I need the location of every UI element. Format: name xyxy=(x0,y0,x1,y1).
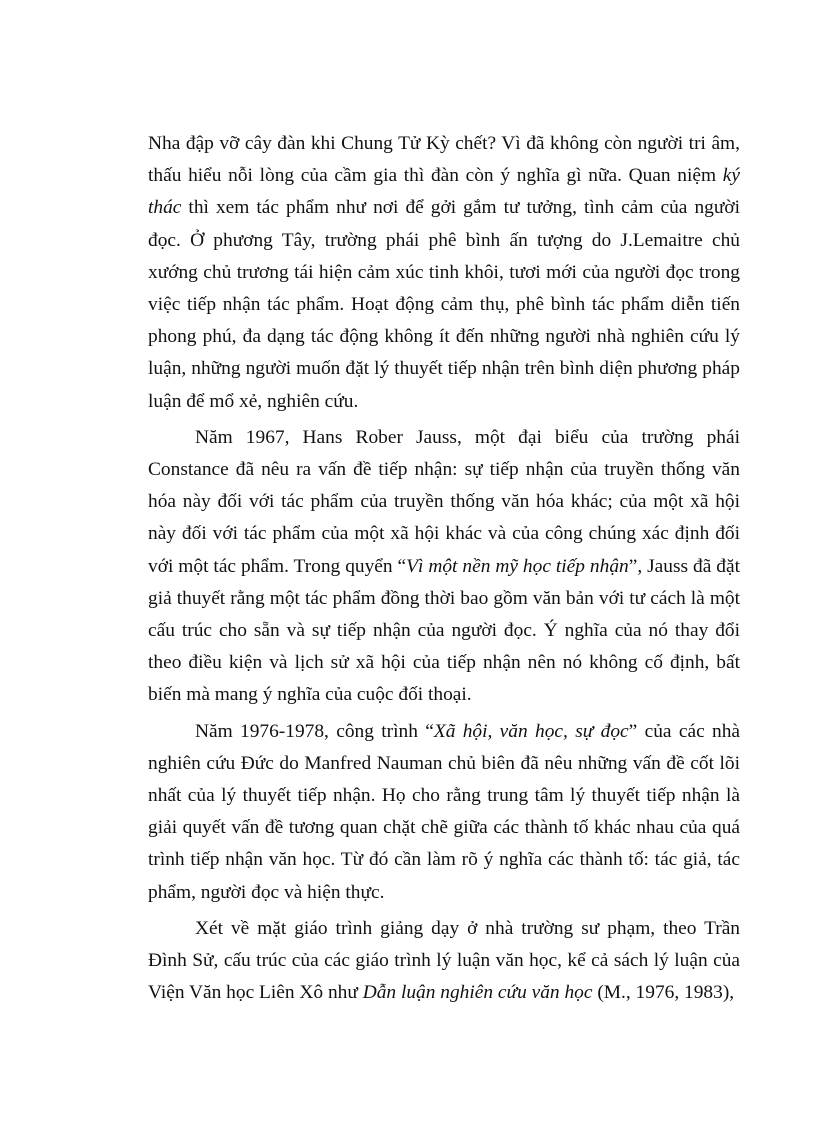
paragraph-1 xyxy=(148,128,740,418)
paragraph-1-run-3: thì xem tác phẩm như nơi để gởi gắm tư tưởng, tình cảm của người đọc. Ở phương Tây, trường phái phê bình ấn tượng do J.Lemaitre chủ xướng chủ trương tái hiện cảm xúc tinh khôi, tươi mới của người đọc trong việc tiếp nhận tác phẩm. Hoạt động cảm thụ, phê bình tác phẩm diễn tiến phong phú, đa dạng tác động không ít đến những người nhà nghiên cứu lý luận, những người muốn đặt lý thuyết tiếp nhận trên bình diện phương pháp luận để mổ xẻ, nghiên cứu. xyxy=(148,197,740,412)
paragraph-2-italic-book-title: Vì một nền mỹ học tiếp nhận xyxy=(406,555,629,577)
paragraph-3-run-1: Năm 1976-1978, công trình “ xyxy=(195,720,434,742)
paragraph-4-italic-book-title: Dẫn luận nghiên cứu văn học xyxy=(362,982,593,1004)
paragraph-3-italic-work-title: Xã hội, văn học, sự đọc xyxy=(433,720,629,742)
paragraph-3 xyxy=(148,716,740,909)
paragraph-2-run-3: ”, Jauss đã đặt giả thuyết rằng một tác phẩm đồng thời bao gồm văn bản với tư cách là một cấu trúc cho sẵn và sự tiếp nhận của người đọc. Ý nghĩa của nó thay đổi theo điều kiện và lịch sử xã hội của tiếp nhận nên nó không cố định, bất biến mà mang ý nghĩa của cuộc đối thoại. xyxy=(148,555,740,706)
paragraph-1-italic-ky-thac: ký thác xyxy=(148,165,740,219)
paragraph-3-run-3: ” của các nhà nghiên cứu Đức do Manfred Nauman chủ biên đã nêu những vấn đề cốt lõi nhất của lý thuyết tiếp nhận. Họ cho rằng trung tâm lý thuyết tiếp nhận là giải quyết vấn đề tương quan chặt chẽ giữa các thành tố khác nhau của quá trình tiếp nhận văn học. Từ đó cần làm rõ ý nghĩa các thành tố: tác giả, tác phẩm, người đọc và hiện thực. xyxy=(148,720,741,903)
paragraph-1-run-1: Nha đập vỡ cây đàn khi Chung Tử Kỳ chết? Vì đã không còn người tri âm, thấu hiểu nỗi lòng của cầm gia thì đàn còn ý nghĩa gì nữa. Quan niệm xyxy=(148,133,740,187)
paragraph-4-run-1: Xét về mặt giáo trình giảng dạy ở nhà trường sư phạm, theo Trần Đình Sử, cấu trúc của các giáo trình lý luận văn học, kể cả sách lý luận của Viện Văn học Liên Xô như xyxy=(148,917,740,1004)
paragraph-4-run-3: (M., 1976, 1983), xyxy=(592,982,735,1004)
body-text xyxy=(148,128,740,1013)
paragraph-2 xyxy=(148,422,740,712)
paragraph-2-run-1: Năm 1967, Hans Rober Jauss, một đại biểu của trường phái Constance đã nêu ra vấn đề tiếp nhận: sự tiếp nhận của truyền thống văn hóa này đối với tác phẩm của truyền thống văn hóa khác; của một xã hội này đối với tác phẩm của một xã hội khác và của công chúng xác định đối với một tác phẩm. Trong quyển “ xyxy=(148,426,740,577)
paragraph-4 xyxy=(148,913,740,1010)
